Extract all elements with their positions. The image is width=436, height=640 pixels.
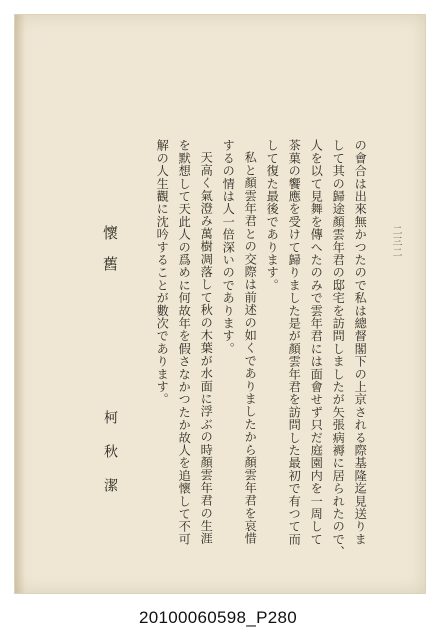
text-column-7: するの情は人一倍深いのであります。 (221, 139, 236, 355)
text-column-9: を默想して天此人の爲めに何故年を假さなかつたか故人を追懷して不可 (177, 139, 192, 546)
text-column-5: して復た最後であります。 (265, 139, 280, 292)
text-column-4: 茶菓の饗應を受けて歸りました是が顏雲年君を訪問した最初で有つて而 (287, 139, 302, 546)
text-column-6: 私と顏雲年君との交際は前述の如くでありましたから顏雲年君を哀惜 (243, 151, 258, 545)
page-binding-shadow (15, 15, 25, 593)
author-name: 柯秋潔 (102, 410, 118, 512)
text-column-1: の會合は出來無かつたので私は總督閣下の上京される際基隆迄見送りま (353, 139, 368, 546)
text-column-8: 天高く氣澄み萬樹凋落して秋の木葉が水面に浮ぶの時顏雲年君の生涯 (199, 151, 214, 545)
text-column-3: 人を以て見舞を傳へたのみで雲年君には面會せず只だ庭園内を一周して (309, 139, 324, 546)
image-caption: 20100060598_P280 (139, 608, 297, 627)
book-page (14, 14, 426, 594)
page-number: 二三二 (390, 225, 401, 258)
text-column-2: して其の歸途顏雲年君の邸宅を訪問しましたが矢張病褥に居られたので、 (331, 139, 346, 559)
text-column-10: 解の人生觀に沈吟することが數次であります。 (155, 139, 170, 406)
section-title: 懷舊 (101, 225, 119, 287)
